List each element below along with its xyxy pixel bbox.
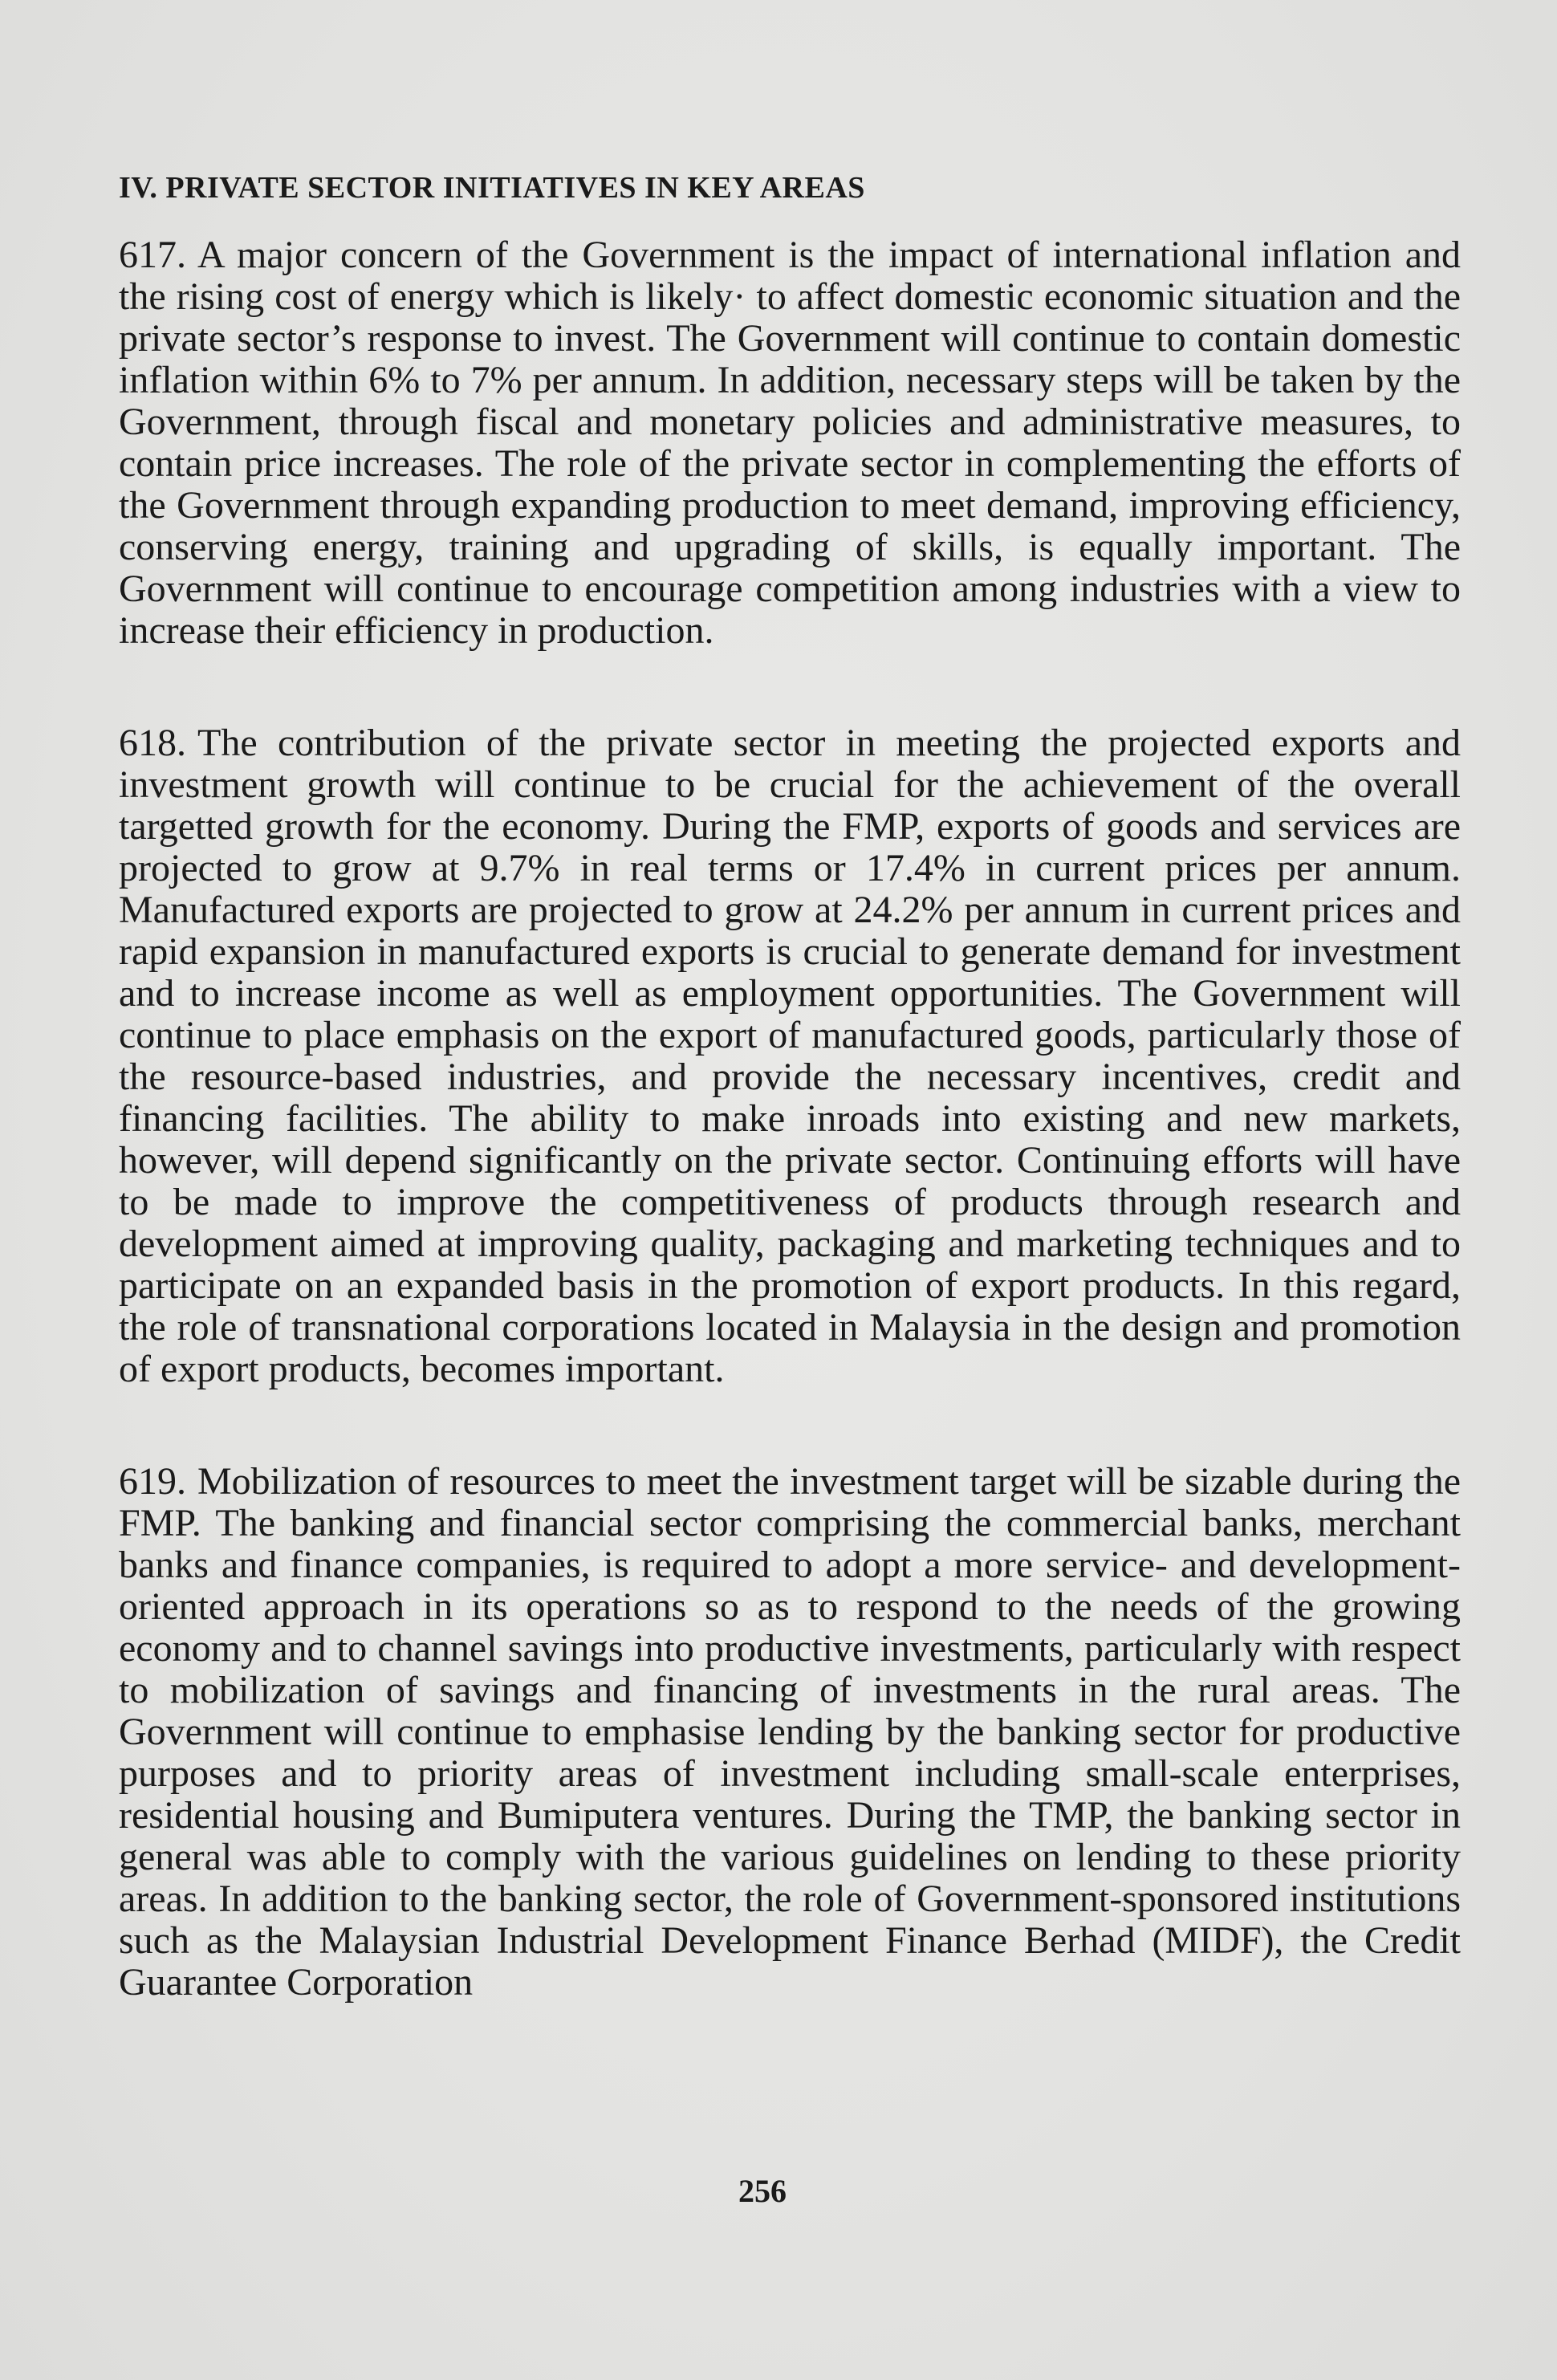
paragraph-number: 617. (119, 233, 186, 276)
paragraph-text: A major concern of the Government is the impact of international inflation and the rising cost of energy which is likely· to affect domestic economic situation and the private sector’s response to invest. The Government will continue to contain domestic inflation within 6% to 7% per annum. In addition, necessary steps will be taken by the Government, through fiscal and monetary policies and administrative measures, to contain price increases. The role of the private sector in complementing the efforts of the Government through expanding production to meet demand, improving efficiency, conserving energy, training and upgrading of skills, is equally important. The Government will continue to encourage competition among industries with a view to increase their efficiency in production. (119, 233, 1461, 652)
paragraph-619 (119, 1461, 1461, 2004)
paragraph-617 (119, 234, 1461, 652)
paragraph-number: 618. (119, 721, 186, 764)
section-heading: IV. PRIVATE SECTOR INITIATIVES IN KEY AREAS (119, 171, 865, 205)
page-number: 256 (738, 2173, 787, 2209)
paragraph-number: 619. (119, 1459, 186, 1503)
paragraph-618 (119, 722, 1461, 1390)
paragraph-text: The contribution of the private sector in meeting the projected exports and investment growth will continue to be crucial for the achievement of the overall targetted growth for the economy. During the FMP, exports of goods and services are projected to grow at 9.7% in real terms or 17.4% in current prices per annum. Manufactured exports are projected to grow at 24.2% per annum in current prices and rapid expansion in manufactured exports is crucial to generate demand for investment and to increase income as well as employment opportunities. The Government will continue to place emphasis on the export of manufactured goods, particularly those of the resource-based industries, and provide the necessary incentives, credit and financing facilities. The ability to make inroads into existing and new markets, however, will depend significantly on the private sector. Continuing efforts will have to be made to improve the competitiveness of products through research and development aimed at improving quality, packaging and marketing techniques and to participate on an expanded basis in the promotion of export products. In this regard, the role of transnational corporations located in Malaysia in the design and promotion of export products, becomes important. (119, 721, 1461, 1390)
paragraph-text: Mobilization of resources to meet the investment target will be sizable during the FMP. The banking and financial sector comprising the commercial banks, merchant banks and finance companies, is required to adopt a more service- and development-oriented approach in its operations so as to respond to the needs of the growing economy and to channel savings into productive investments, particularly with respect to mobilization of savings and financing of investments in the rural areas. The Government will continue to emphasise lending by the banking sector for productive purposes and to priority areas of investment including small-scale enterprises, residential housing and Bumiputera ventures. During the TMP, the banking sector in general was able to comply with the various guidelines on lending to these priority areas. In addition to the banking sector, the role of Government-sponsored institutions such as the Malaysian Industrial Development Finance Berhad (MIDF), the Credit Guarantee Corporation (119, 1459, 1461, 2004)
page-content (119, 170, 1461, 2074)
